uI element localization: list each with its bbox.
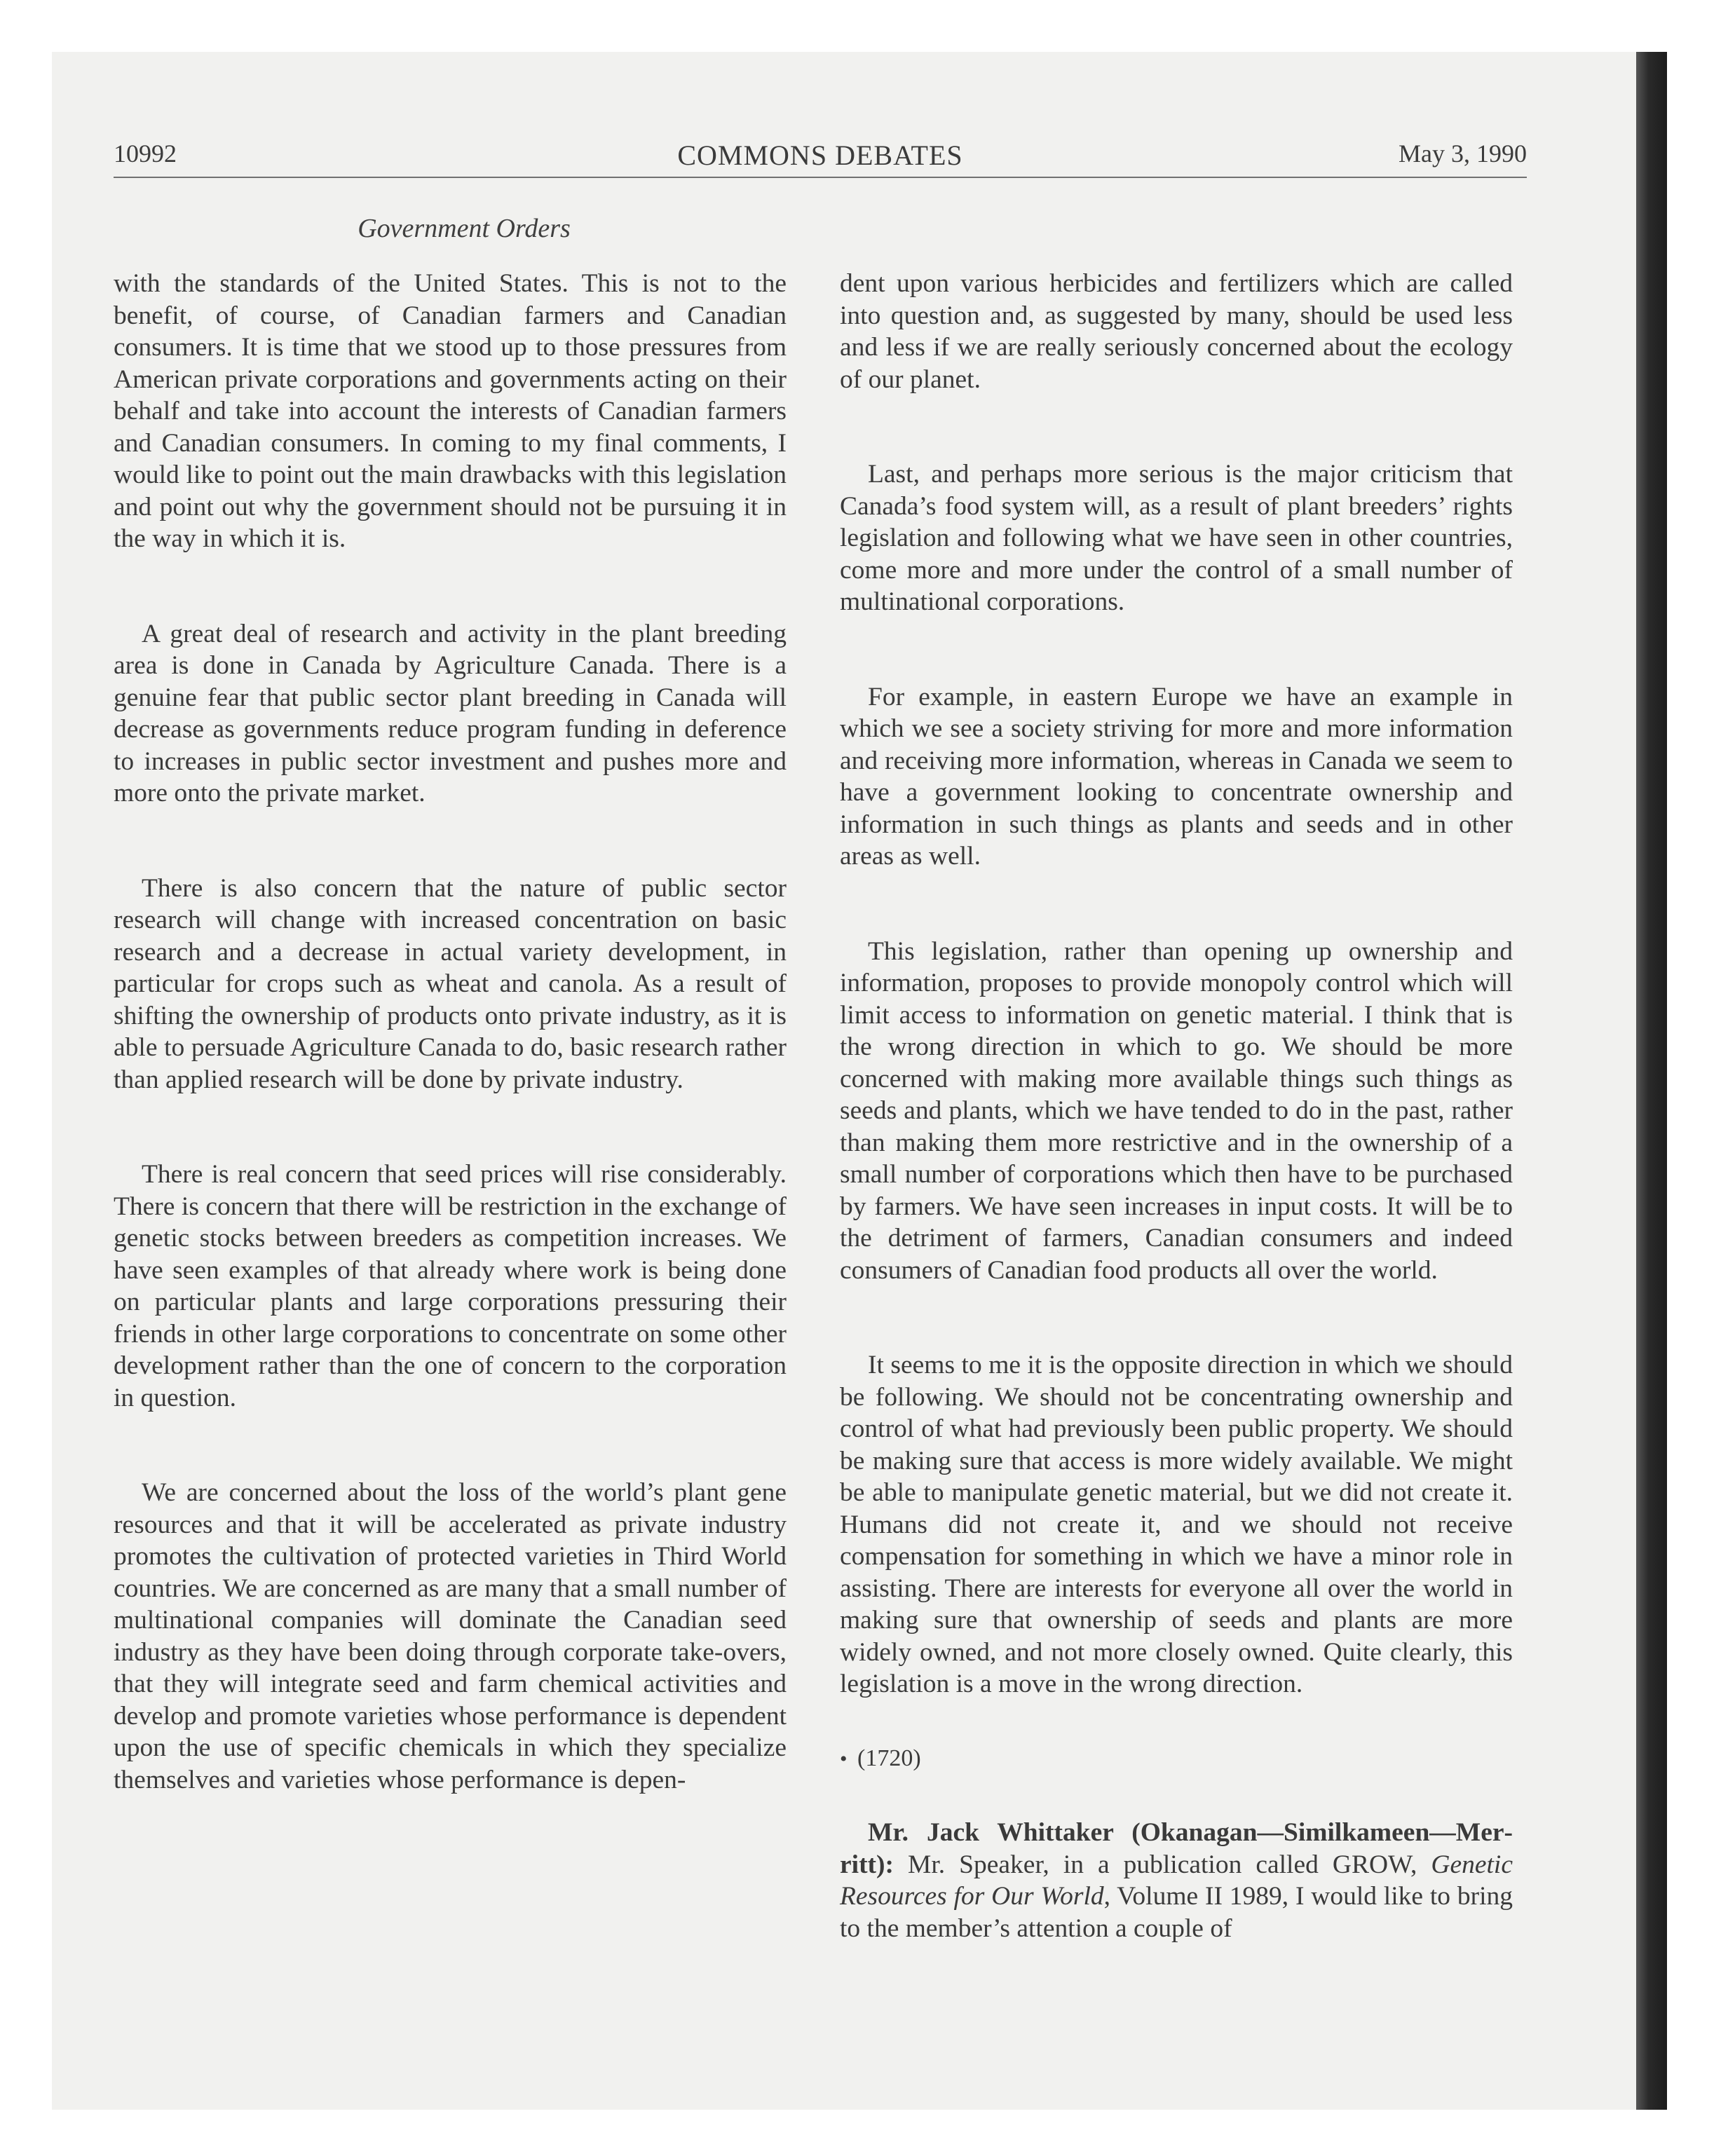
- page-date: May 3, 1990: [1399, 139, 1527, 168]
- paragraph: There is real concern that seed prices will rise considerably. There is concern that there will be restriction in the exchange of genetic stocks between breeders as competition increases. We have seen examples of that already where work is being done on particular plants and large corporations pressuring their friends in other large corporations to concentrate on some other development rather than the one of concern to the corporation in question.: [114, 1160, 787, 1412]
- scan-edge: [1636, 52, 1667, 2110]
- paragraph: This legislation, rather than opening up ownership and information, proposes to provide monopoly control which will limit access to information on genetic material. I think that is the wrong direction in which to go. We should be more concerned with making more available things such things as seeds and plants, which we have tended to do in the past, rather than making them more restrictive and in the ownership of a small number of corporations which then have to be purchased by farmers. We have seen increases in input costs. It will be to the detriment of farmers, Canadian consumers and indeed consumers of Canadian food products all over the world.: [840, 936, 1513, 1285]
- page-header: [114, 139, 1527, 175]
- publication-title: COMMONS DEBATES: [677, 139, 963, 171]
- header-rule: [114, 177, 1527, 178]
- paragraph: It seems to me it is the opposite direction in which we should be following. We should not be concentrating ownership and control of what had previously been public property. We should be making sure that access is more widely available. We might be able to manipulate genetic material, but we did not create it. Humans did not create it, and we should not receive compensation for something in which we have a minor role in assisting. There are interests for everyone all over the world in making sure that ownership of seeds and plants are more widely owned, and not more closely owned. Quite clearly, this legislation is a move in the wrong direction.: [840, 1351, 1513, 1698]
- section-title: Government Orders: [358, 214, 571, 243]
- paragraph: There is also concern that the nature of public sector research will change with increased concentration on basic research and a decrease in actual variety development, in particular for crops such as wheat and canola. As a result of shifting the ownership of products onto private industry, as it is able to persuade Agriculture Canada to do, basic research rather than applied research will be done by private industry.: [114, 873, 787, 1094]
- paragraph: dent upon various herbicides and fertilizers which are called into question and, as suggested by many, should be used less and less if we are really seriously concerned about the ecology of our planet.: [840, 269, 1513, 394]
- speaker-name: Mr. Jack Whittaker (Okanagan—Similkameen—Merritt):: [840, 1818, 1513, 1879]
- paragraph: Last, and perhaps more serious is the major criticism that Canada’s food system will, as a result of plant breeders’ rights legislation and following what we have seen in other countries, come more and more under the control of a small number of multinational corporations.: [840, 460, 1513, 616]
- speech-text: , Volume II 1989, I would like to bring to the member’s attention a couple of: [840, 1882, 1513, 1943]
- timestamp: [840, 1742, 1513, 1775]
- paragraph: We are concerned about the loss of the world’s plant gene resources and that it will be accelerated as private industry promotes the cultivation of protected varieties in Third World countries. We are concerned as are many that a small number of multinational companies will dominate the Canadian seed industry as they have been doing through corporate take-overs, that they will integrate seed and farm chemical activities and develop and promote varieties whose performance is dependent upon the use of specific chemicals in which they specialize themselves and varieties whose performance is depen-: [114, 1478, 787, 1794]
- timestamp-text: (1720): [857, 1745, 921, 1771]
- speech-paragraph: [840, 1817, 1513, 1944]
- left-column: [114, 268, 787, 1859]
- right-column: [840, 268, 1513, 1944]
- paragraph: with the standards of the United States. This is not to the benefit, of course, of Canadian farmers and Canadian consumers. It is time that we stood up to those pressures from American private corporations and governments acting on their behalf and take into account the interests of Canadian farmers and Canadian consumers. In coming to my final comments, I would like to point out the main drawbacks with this legislation and point out why the government should not be pursuing it in the way in which it is.: [114, 269, 787, 553]
- speech-text: Mr. Speaker, in a publication called GROW,: [894, 1850, 1431, 1879]
- page-number: 10992: [114, 139, 177, 168]
- paragraph: A great deal of research and activity in the plant breeding area is done in Canada by Agriculture Canada. There is a genuine fear that public sector plant breeding in Canada will decrease as governments reduce program funding in deference to increases in public sector investment and pushes more and more onto the private market.: [114, 619, 787, 807]
- publication-name: Genetic Resources for Our World: [840, 1850, 1513, 1911]
- paragraph: For example, in eastern Europe we have an example in which we see a society striving for more and more information and receiving more information, whereas in Canada we seem to have a government looking to concentrate ownership and information in such things as plants and seeds and in other areas as well.: [840, 682, 1513, 871]
- bullet-icon: •: [840, 1747, 848, 1770]
